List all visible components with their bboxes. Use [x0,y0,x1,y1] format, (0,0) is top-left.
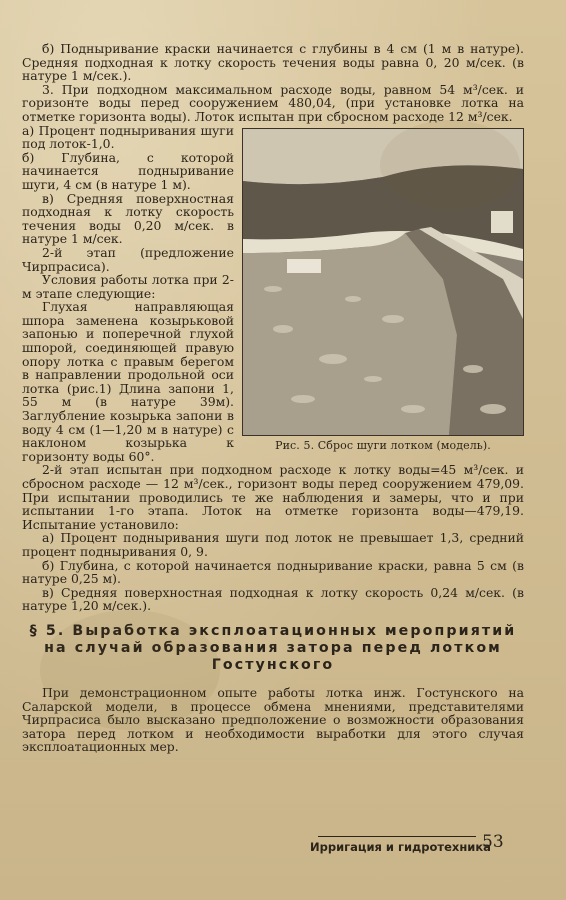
paragraph: 2-й этап (предложение Чирпрасиса). [22,244,234,274]
paragraph: в) Средняя поверхностная подходная к лотку скорость 0,24 м/сек. (в натуре 1,20 м/сек.). [22,584,524,614]
photo-floodplain [243,233,457,435]
page-number: 53 [482,832,504,852]
page-footer [0,832,566,866]
photo-abutment [287,259,321,273]
figure-caption: Рис. 5. Сброс шуги лотком (модель). [275,438,491,452]
paragraph: 3. При подходном максимальном расходе воды, равном 54 м³/сек. и горизонте воды перед сооружением 480,04, (при установке лотка на отметке горизонта воды). Лоток испытан при сбросном расходе 12 м³/сек. [22,81,524,124]
figure [242,128,524,452]
paragraph: При демонстрационном опыте работы лотка инж. Гостунского на Саларской модели, в процессе обмена мнениями, представителями Чирпрасиса было высказано предположение о возможности образования затора перед лотком и необходимости выработки для этого случая эксплоатационных мер. [22,684,524,755]
journal-title: Ирригация и гидротехника [310,840,491,854]
paragraph: б) Глубина, с которой начинается подныривание краски, равна 5 см (в натуре 0,25 м). [22,557,524,587]
paragraph: 2-й этап испытан при подходном расходе к лотку воды=45 м³/сек. и сбросном расходе — 12 м³/сек., горизонт воды перед сооружением 479,09. При испытании проводились те же наблюдения и замеры, что и при испытании 1-го этапа. Лоток на отметке горизонта воды—479,19. Испытание установило: [22,462,524,532]
paragraph: Условия работы лотка при 2-м этапе следующие: [22,272,234,301]
paragraph: а) Процент подныривания шуги под лоток-1,0. [22,122,234,152]
footer-rule [318,836,476,837]
paragraph: а) Процент подныривания шуги под лоток не превышает 1,3, средний процент подныривания 0, 9. [22,530,524,559]
photo-structure [491,211,513,233]
paragraph: б) Глубина, с которой начинается подныривание шуги, 4 см (в натуре 1 м). [22,149,234,192]
figure-photo [242,128,524,436]
paragraph: в) Средняя поверхностная подходная к лотку скорость течения воды 0,20 м/сек. в натуре 1 м/сек. [22,190,234,247]
paragraph: б) Подныривание краски начинается с глубины в 4 см (1 м в натуре). Средняя подходная к лотку скорость течения воды равна 0, 20 м/сек. (в натуре 1 м/сек.). [22,41,524,84]
paragraph: Глухая направляющая шпора заменена козырьковой запонью и поперечной глухой шпорой, соединяющей правую опору лотка с правым берегом в направлении продольной оси лотка (рис.1) Длина запони 1, 55 м (в натуре 39м). Заглубление козырька запони в воду 4 см (1—1,20 м в натуре) с наклоном козырька к горизонту воды 60°. [22,299,234,464]
section-heading: § 5. Выработка эксплоатационных мероприятий на случай образования затора перед лотком Гостунского [29,622,517,673]
